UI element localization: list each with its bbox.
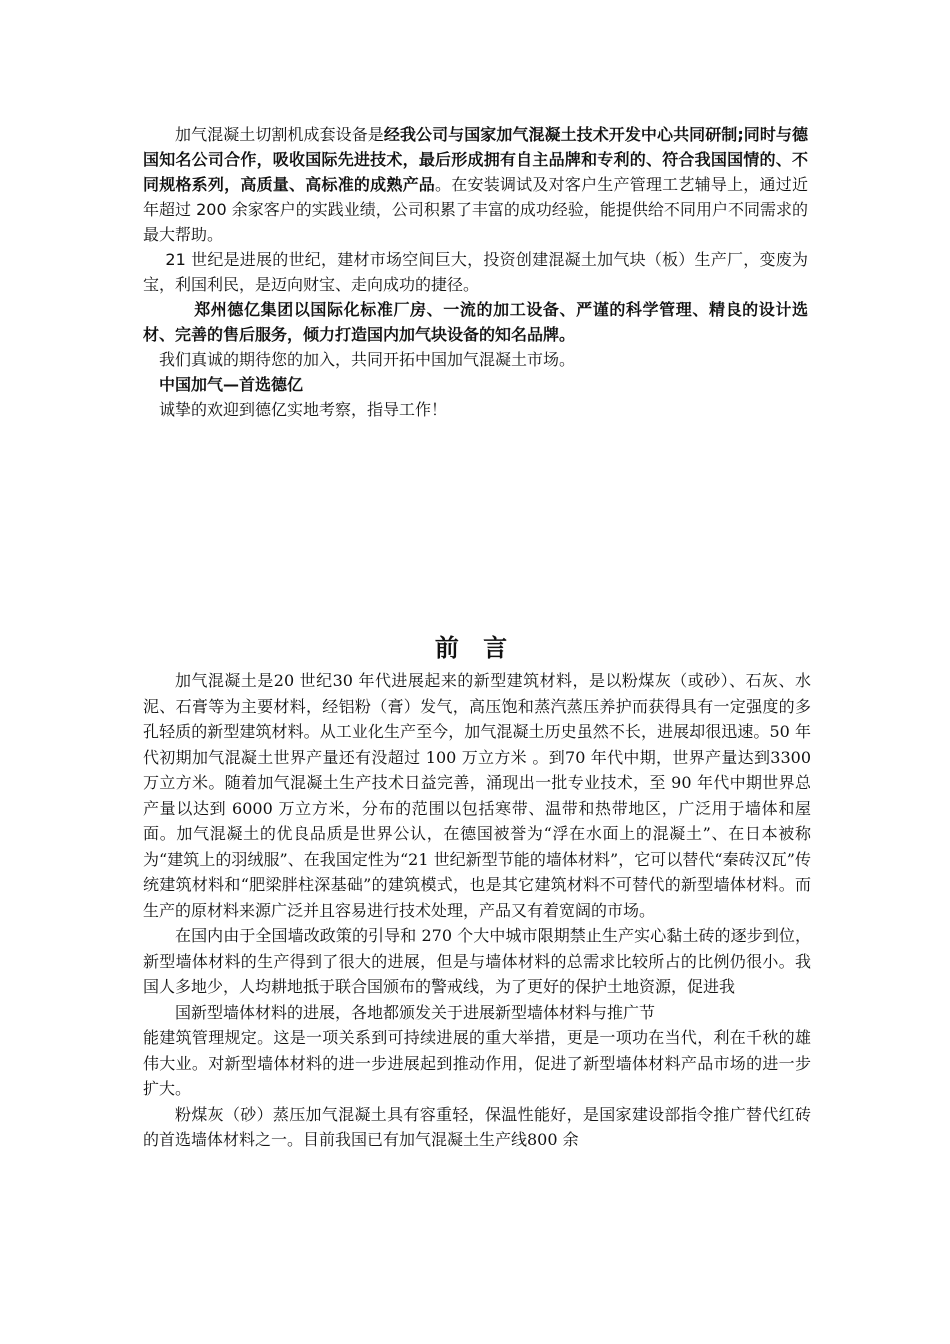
- intro-p1-bold: 经我公司与国家加气混凝土技术开发中心共同研制;同时与德国知名公司合作，吸收国际先进技术，最后形成拥有自主品牌和专利的、符合我国国情的、不同规格系列，高质量、高标准的成熟产品: [143, 125, 808, 194]
- preface-paragraph-2: 在国内由于全国墙改政策的引导和 270 个大中城市限期禁止生产实心黏土砖的逐步到位，新型墙体材料的生产得到了很大的进展，但是与墙体材料的总需求比较所占的比例仍很小。我国人多地少，人均耕地抵于联合国颁布的警戒线，为了更好的保护土地资源，促进我: [143, 926, 811, 996]
- preface-section: [143, 668, 811, 1153]
- preface-title: 前 言: [434, 633, 516, 662]
- intro-p1-lead: 加气混凝土切割机成套设备是: [175, 125, 384, 144]
- intro-paragraph-1: [143, 122, 808, 247]
- preface-paragraph-4: 粉煤灰（砂）蒸压加气混凝土具有容重轻，保温性能好，是国家建设部指令推广替代红砖的首选墙体材料之一。目前我国已有加气混凝土生产线800 余: [143, 1104, 811, 1149]
- preface-paragraph-3a: 国新型墙体材料的进展，各地都颁发关于进展新型墙体材料与推广节: [175, 1002, 656, 1022]
- intro-p1-tail: 。在安装调试及对客户生产管理工艺辅导上，通过近年超过 200 余家客户的实践业绩，公司积累了丰富的成功经验，能提供给不同用户不同需求的最大帮助。: [143, 175, 808, 244]
- preface-paragraph-3b: 能建筑管理规定。这是一项关系到可持续进展的重大举措，更是一项功在当代，利在千秋的雄伟大业。对新型墙体材料的进一步进展起到推动作用，促进了新型墙体材料产品市场的进一步扩大。: [143, 1028, 811, 1098]
- intro-paragraph-4: 我们真诚的期待您的加入，共同开拓中国加气混凝土市场。: [159, 350, 576, 369]
- intro-paragraph-6: 诚挚的欢迎到德亿实地考察，指导工作！: [159, 400, 448, 419]
- intro-p3-bold: 郑州德亿集团以国际化标准厂房、一流的加工设备、严谨的科学管理、精良的设计选材、完善的售后服务，倾力打造国内加气块设备的知名品牌。: [143, 300, 808, 344]
- intro-paragraph-2: 21 世纪是进展的世纪，建材市场空间巨大，投资创建混凝土加气块（板）生产厂，变废为宝，利国利民，是迈向财宝、走向成功的捷径。: [143, 250, 808, 294]
- preface-paragraph-1: 加气混凝土是20 世纪30 年代进展起来的新型建筑材料，是以粉煤灰（或砂）、石灰、水泥、石膏等为主要材料，经铝粉（膏）发气，高压饱和蒸汽蒸压养护而获得具有一定强度的多孔轻质的新型建筑材料。从工业化生产至今，加气混凝土历史虽然不长，进展却很迅速。50 年代初期加气混凝土世界产量还有没超过 100 万立方米 。到70 年代中期，世界产量达到3300 万立方米。随着加气混凝土生产技术日益完善，涌现出一批专业技术，至 90 年代中期世界总产量以达到 6000 万立方米，分布的范围以包括寒带、温带和热带地区，广泛用于墙体和屋面。加气混凝土的优良品质是世界公认，在德国被誉为“浮在水面上的混凝土”、在日本被称为“建筑上的羽绒服”、在我国定性为“21 世纪新型节能的墙体材料”，它可以替代“秦砖汉瓦”传统建筑材料和“肥梁胖柱深基础”的建筑模式，也是其它建筑材料不可替代的新型墙体材料。而生产的原材料来源广泛并且容易进行技术处理，产品又有着宽阔的市场。: [143, 671, 811, 920]
- intro-slogan-text: 中国加气—首选德亿: [159, 375, 304, 394]
- intro-section: [143, 122, 808, 422]
- intro-slogan: [143, 372, 808, 397]
- intro-paragraph-3: [143, 297, 808, 347]
